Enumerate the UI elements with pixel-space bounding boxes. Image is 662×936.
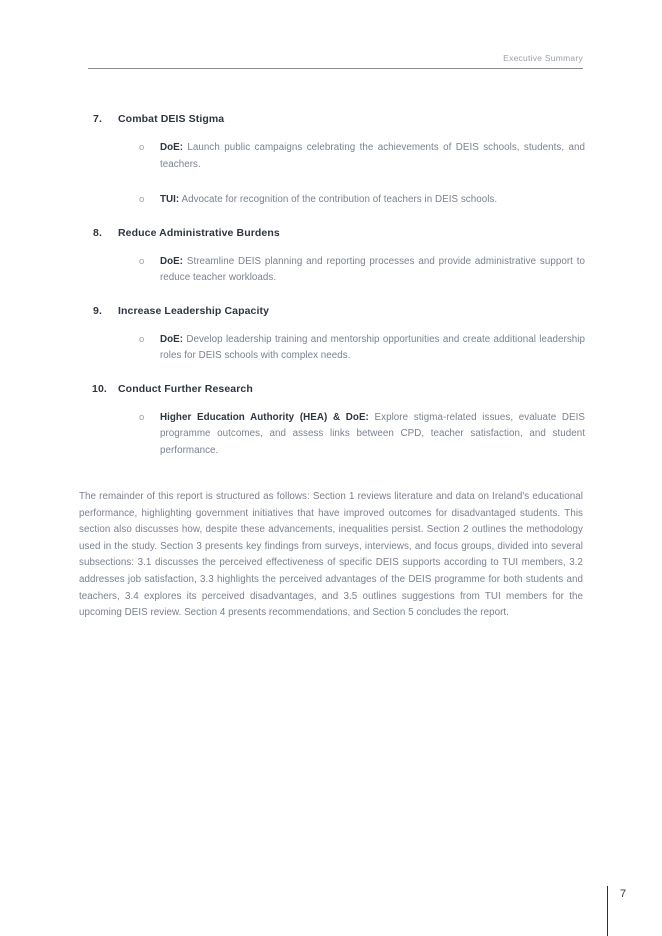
point-text: Explore stigma-related issues, evaluate DEIS programme outcomes, and assess links between CPD, teacher satisfaction, and student performance. (160, 411, 585, 456)
recommendation-title: Conduct Further Research (118, 382, 253, 395)
recommendation-title: Combat DEIS Stigma (118, 113, 225, 125)
recommendation-number: 10. (92, 382, 107, 395)
point-actor-label: Higher Education Authority (HEA) & DoE: (160, 411, 369, 423)
recommendation-point (93, 410, 585, 460)
recommendation-title: Increase Leadership Capacity (118, 304, 270, 317)
recommendation-item (93, 226, 585, 287)
recommendation-points (93, 410, 585, 460)
recommendation-item (93, 304, 585, 365)
point-actor-label: DoE: (160, 142, 184, 153)
recommendation-item (93, 112, 585, 209)
recommendation-number: 8. (93, 226, 102, 239)
recommendation-title: Reduce Administrative Burdens (118, 226, 280, 239)
point-actor-label: DoE: (160, 333, 184, 345)
recommendation-point (93, 140, 585, 173)
recommendation-number: 9. (93, 304, 102, 317)
recommendation-item (93, 382, 585, 460)
circle-bullet-icon: o (139, 411, 145, 423)
point-text: Advocate for recognition of the contribution of teachers in DEIS schools. (179, 194, 498, 205)
closing-paragraph: The remainder of this report is structured as follows: Section 1 reviews literature and data on Ireland's educational performance, highlighting government initiatives that have improved outcomes for disadvantaged students. This section also discusses how, despite these advancements, inequalities persist. Section 2 outlines the methodology used in the study. Section 3 presents key findings from surveys, interviews, and focus groups, divided into several subsections: 3.1 discusses the perceived effectiveness of specific DEIS supports according to TUI members, 3.2 addresses job satisfaction, 3.3 highlights the perceived advantages of the DEIS programme for both students and teachers, 3.4 explores its perceived disadvantages, and 3.5 outlines suggestions from TUI members for the upcoming DEIS review. Section 4 presents recommendations, and Section 5 concludes the report. (79, 491, 583, 619)
circle-bullet-icon: o (139, 333, 145, 345)
recommendation-heading (93, 382, 585, 397)
circle-bullet-icon: o (139, 194, 145, 205)
header-divider (88, 68, 583, 69)
circle-bullet-icon: o (139, 255, 145, 267)
recommendation-points (93, 140, 585, 209)
footer-divider (607, 886, 608, 936)
recommendation-points (93, 332, 585, 365)
recommendation-points (93, 254, 585, 287)
circle-bullet-icon: o (139, 142, 145, 153)
point-text: Launch public campaigns celebrating the achievements of DEIS schools, students, and teachers. (160, 142, 585, 170)
recommendation-number: 7. (93, 113, 102, 125)
recommendation-heading (93, 226, 585, 241)
header-section-label: Executive Summary (503, 53, 583, 63)
page-header (88, 52, 583, 69)
point-actor-label: TUI: (160, 194, 180, 205)
point-text: Streamline DEIS planning and reporting processes and provide administrative support to reduce teacher workloads. (160, 255, 585, 283)
recommendation-point (93, 192, 585, 209)
point-actor-label: DoE: (160, 255, 184, 267)
point-text: Develop leadership training and mentorship opportunities and create additional leadership roles for DEIS schools with complex needs. (160, 333, 585, 361)
recommendation-heading (93, 304, 585, 319)
page-number: 7 (620, 888, 627, 900)
recommendation-point (93, 254, 585, 287)
recommendations-list (93, 112, 585, 476)
recommendation-heading (93, 112, 585, 127)
recommendation-point (93, 332, 585, 365)
